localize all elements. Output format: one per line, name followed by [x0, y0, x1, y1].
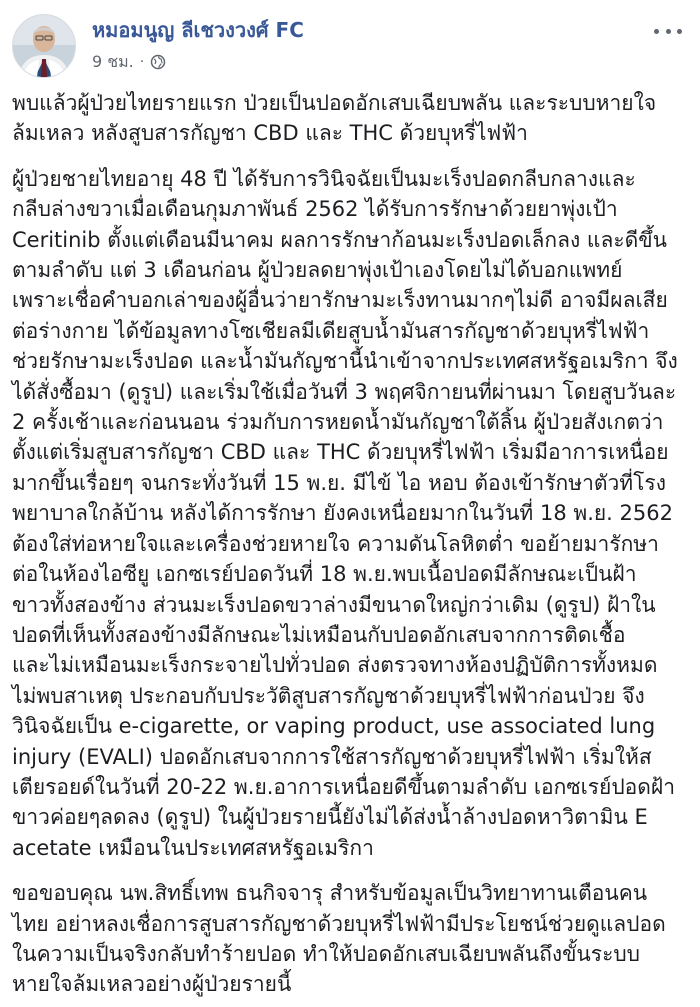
post-text-line: ต่อร่างกาย ได้ข้อมูลทางโซเชียลมีเดียสูบน้ำมันสารกัญชาด้วยบุหรี่ไฟฟ้า	[12, 318, 650, 343]
post-text-line: ไทย อย่าหลงเชื่อการสูบสารกัญชาด้วยบุหรี่ไฟฟ้ามีประโยชน์ช่วยดูแลปอด	[12, 911, 666, 936]
post-text-line: ปอดที่เห็นทั้งสองข้างมีลักษณะไม่เหมือนกับปอดอักเสบจากการติดเชื้อ	[12, 622, 626, 647]
dot	[654, 29, 659, 34]
post-text-line: acetate เหมือนในประเทศสหรัฐอเมริกา	[12, 835, 374, 860]
post-header	[12, 14, 688, 78]
post-paragraph	[12, 878, 688, 1000]
post-paragraph	[12, 164, 688, 863]
post-text-line: ได้สั่งซื้อมา (ดูรูป) และเริ่มใช้เมื่อวันที่ 3 พฤศจิกายนที่ผ่านมา โดยสูบวันละ	[12, 379, 677, 404]
post-text-line: ผู้ป่วยชายไทยอายุ 48 ปี ได้รับการวินิจฉัยเป็นมะเร็งปอดกลีบกลางและ	[12, 166, 636, 191]
post-text-line: Ceritinib ตั้งแต่เดือนมีนาคม ผลการรักษาก้อนมะเร็งปอดเล็กลง และดีขึ้น	[12, 227, 667, 252]
avatar-image	[13, 15, 75, 77]
post-text-line: วินิจฉัยเป็น e-cigarette, or vaping product, use associated lung	[12, 714, 656, 739]
post-text-line: พบแล้วผู้ป่วยไทยรายแรก ป่วยเป็นปอดอักเสบเฉียบพลัน และระบบหายใจ	[12, 91, 657, 115]
post-time[interactable]: 9 ชม.	[92, 52, 134, 71]
post-text-line: พยาบาลใกล้บ้าน หลังได้การรักษา ยังคงเหนื่อยมากในวันที่ 18 พ.ย. 2562	[12, 501, 673, 526]
post-text-line: เตียรอยด์ในวันที่ 20-22 พ.ย.อาการเหนื่อยดีขึ้นตามลำดับ เอกซเรย์ปอดฝ้า	[12, 774, 676, 799]
more-options-icon[interactable]	[654, 22, 682, 40]
post-text-line: ในความเป็นจริงกลับทำร้ายปอด ทำให้ปอดอักเสบเฉียบพลันถึงขั้นระบบ	[12, 941, 641, 966]
post-text-line: กลีบล่างขวาเมื่อเดือนกุมภาพันธ์ 2562 ได้รับการรักษาด้วยยาพุ่งเป้า	[12, 197, 618, 222]
post-text-line: ต้องใส่ท่อหายใจและเครื่องช่วยหายใจ ความดันโลหิตต่ำ ขอย้ายมารักษา	[12, 531, 659, 556]
post-text-line: 2 ครั้งเช้าและก่อนนอน ร่วมกับการหยดน้ำมันกัญชาใต้ลิ้น ผู้ป่วยสังเกตว่า	[12, 410, 664, 435]
post-paragraph	[12, 88, 688, 149]
post-text-line: injury (EVALI) ปอดอักเสบจากการใช้สารกัญชาด้วยบุหรี่ไฟฟ้า เริ่มให้ส	[12, 744, 652, 769]
author-name[interactable]: หมอมนูญ ลีเชวงวงศ์ FC	[92, 18, 304, 42]
post-meta	[92, 52, 166, 72]
post-text-line: และไม่เหมือนมะเร็งกระจายไปทั่วปอด ส่งตรวจทางห้องปฏิบัติการทั้งหมด	[12, 653, 658, 678]
post-text-line: ช่วยรักษามะเร็งปอด และน้ำมันกัญชานี้นำเข้าจากประเทศสหรัฐอเมริกา จึง	[12, 349, 678, 374]
avatar[interactable]	[12, 14, 76, 78]
globe-icon[interactable]	[150, 54, 166, 70]
post-text-line: ล้มเหลว หลังสูบสารกัญชา CBD และ THC ด้วยบุหรี่ไฟฟ้า	[12, 121, 528, 146]
post-text-line: ไม่พบสาเหตุ ประกอบกับประวัติสูบสารกัญชาด้วยบุหรี่ไฟฟ้าก่อนป่วย จึง	[12, 683, 645, 708]
dot	[666, 29, 671, 34]
post-text-line: ตามลำดับ แต่ 3 เดือนก่อน ผู้ป่วยลดยาพุ่งเป้าเองโดยไม่ได้บอกแพทย์	[12, 258, 623, 283]
dot	[677, 29, 682, 34]
post-text-line: ต่อในห้องไอซียู เอกซเรย์ปอดวันที่ 18 พ.ย.พบเนื้อปอดมีลักษณะเป็นฝ้า	[12, 562, 637, 587]
meta-separator: ·	[139, 54, 145, 70]
post-text-line: ตั้งแต่เริ่มสูบสารกัญชา CBD และ THC ด้วยบุหรี่ไฟฟ้า เริ่มมีอาการเหนื่อย	[12, 440, 669, 465]
post-text-line: หายใจล้มเหลวอย่างผู้ป่วยรายนี้	[12, 972, 292, 997]
post-text-line: ขาวค่อยๆลดลง (ดูรูป) ในผู้ป่วยรายนี้ยังไม่ได้ส่งน้ำล้างปอดหาวิตามิน E	[12, 805, 648, 830]
post-text-line: ขาวทั้งสองข้าง ส่วนมะเร็งปอดขวาล่างมีขนาดใหญ่กว่าเดิม (ดูรูป) ฝ้าใน	[12, 592, 656, 617]
post-text-line: มากขึ้นเรื่อยๆ จนกระทั่งวันที่ 15 พ.ย. มีไข้ ไอ หอบ ต้องเข้ารักษาตัวที่โรง	[12, 470, 666, 495]
post-body	[12, 88, 688, 1007]
post-text-line: ขอขอบคุณ นพ.สิทธิ์เทพ ธนกิจจารุ สำหรับข้อมูลเป็นวิทยาทานเตือนคน	[12, 881, 648, 906]
post-text-line: เพราะเชื่อคำบอกเล่าของผู้อื่นว่ายารักษามะเร็งทานมากๆไม่ดี อาจมีผลเสีย	[12, 288, 668, 313]
